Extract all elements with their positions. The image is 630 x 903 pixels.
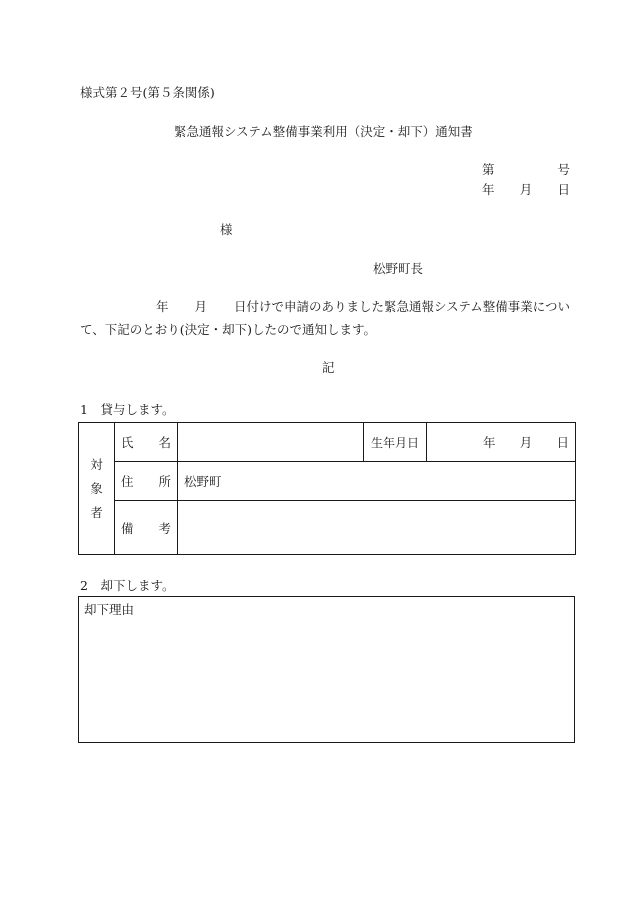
issue-date xyxy=(482,180,570,198)
birth-label: 生年月日 xyxy=(364,423,427,462)
address-value[interactable]: 松野町 xyxy=(178,462,576,501)
remarks-row xyxy=(79,501,576,555)
date-hi: 日 xyxy=(557,182,570,197)
body-line-2: て、下記のとおり(決定・却下)したので通知します。 xyxy=(80,322,377,337)
section-1-title: 1 貸与します。 xyxy=(80,402,175,417)
body-tsuki: 月 xyxy=(194,299,208,314)
document-title: 緊急通報システム整備事業利用（決定・却下）通知書 xyxy=(174,124,473,139)
section-2-title: 2 却下します。 xyxy=(80,578,175,593)
date-nen: 年 xyxy=(482,182,495,197)
address-label: 住 所 xyxy=(115,462,178,501)
reference-number xyxy=(482,160,570,178)
target-label xyxy=(79,423,115,555)
recipient-honorific: 様 xyxy=(220,222,233,237)
name-row xyxy=(79,423,576,462)
date-tsuki: 月 xyxy=(519,182,533,197)
target-char-3: 者 xyxy=(90,504,103,520)
body-line1-rest: 日付けで申請のありました緊急通報システム整備事業につい xyxy=(234,299,571,314)
name-label: 氏 名 xyxy=(115,423,178,462)
remarks-value-cell[interactable] xyxy=(178,501,576,555)
target-char-2: 象 xyxy=(90,480,103,496)
birth-nen: 年 xyxy=(483,435,496,450)
rejection-reason-box[interactable] xyxy=(78,596,575,743)
target-person-table xyxy=(78,422,576,555)
form-number: 様式第２号(第５条関係) xyxy=(80,85,215,100)
target-char-1: 対 xyxy=(90,456,103,472)
birth-hi: 日 xyxy=(556,435,569,450)
birth-date-cell[interactable] xyxy=(427,423,576,462)
name-value-cell[interactable] xyxy=(178,423,364,462)
body-line-1 xyxy=(80,297,570,315)
ki-heading: 記 xyxy=(322,360,335,375)
remarks-label: 備 考 xyxy=(115,501,178,555)
body-nen: 年 xyxy=(156,299,169,314)
ref-go: 号 xyxy=(557,162,570,177)
rejection-reason-label: 却下理由 xyxy=(84,602,135,617)
ref-dai: 第 xyxy=(482,162,495,177)
birth-tsuki: 月 xyxy=(519,435,533,450)
issuer-name: 松野町長 xyxy=(373,261,424,276)
address-row xyxy=(79,462,576,501)
